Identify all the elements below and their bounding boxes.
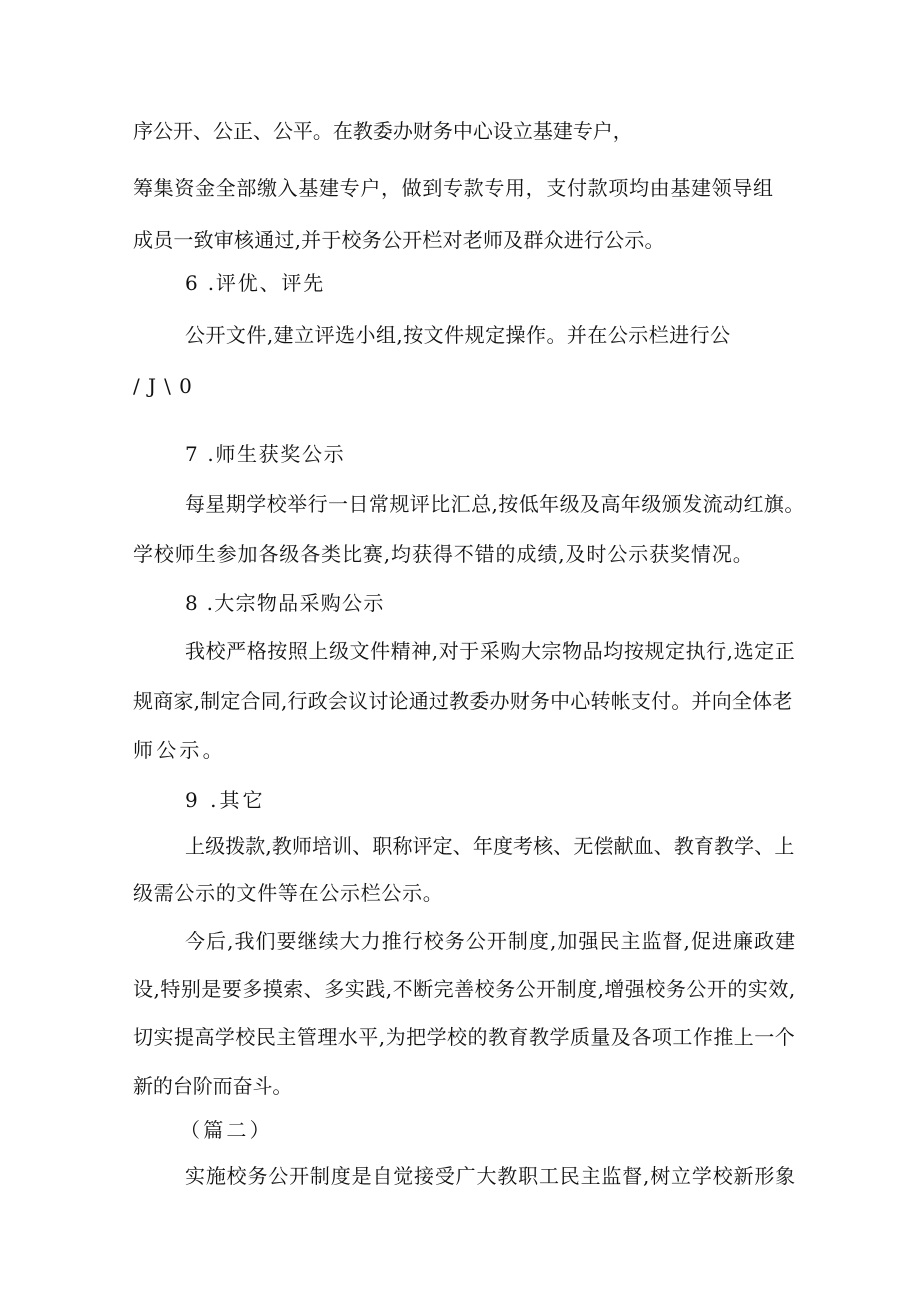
paragraph-line: 成员一致审核通过,并于校务公开栏对老师及群众进行公示。 <box>133 228 665 252</box>
paragraph-line: 实施校务公开制度是自觉接受广大教职工民主监督,树立学校新形象 <box>185 1164 796 1188</box>
paragraph-line: /J\0 <box>133 374 201 398</box>
paragraph-line: 师公示。 <box>133 738 226 762</box>
section-heading: 8 .大宗物品采购公示 <box>185 591 385 615</box>
paragraph-line: 学校师生参加各级各类比赛,均获得不错的成绩,及时公示获奖情况。 <box>133 542 754 566</box>
section-heading: 7 .师生获奖公示 <box>185 442 346 466</box>
paragraph-line: 序公开、公正、公平。在教委办财务中心设立基建专户， <box>133 119 633 143</box>
paragraph-line: 筹集资金全部缴入基建专户，做到专款专用，支付款项均由基建领导组 <box>133 176 774 200</box>
section-heading: 6 .评优、评先 <box>185 271 326 295</box>
paragraph-line: 切实提高学校民主管理水平,为把学校的教育教学质量及各项工作推上一个 <box>133 1025 796 1049</box>
section-heading: 9 .其它 <box>185 788 266 812</box>
paragraph-line: 设,特别是要多摸索、多实践,不断完善校务公开制度,增强校务公开的实效, <box>133 977 796 1001</box>
section-heading: （篇二） <box>180 1118 273 1142</box>
paragraph-line: 新的台阶而奋斗。 <box>133 1074 293 1098</box>
paragraph-line: 上级拨款,教师培训、职称评定、年度考核、无偿献血、教育教学、上 <box>185 834 795 858</box>
paragraph-line: 规商家,制定合同,行政会议讨论通过教委办财务中心转帐支付。并向全体老 <box>133 689 793 713</box>
paragraph-line: 级需公示的文件等在公示栏公示。 <box>133 881 444 905</box>
paragraph-line: 每星期学校举行一日常规评比汇总,按低年级及高年级颁发流动红旗。 <box>185 492 805 516</box>
paragraph-line: 公开文件,建立评选小组,按文件规定操作。并在公示栏进行公 <box>185 323 731 347</box>
paragraph-line: 我校严格按照上级文件精神,对于采购大宗物品均按规定执行,选定正 <box>185 639 796 663</box>
paragraph-line: 今后,我们要继续大力推行校务公开制度,加强民主监督,促进廉政建 <box>185 929 797 953</box>
